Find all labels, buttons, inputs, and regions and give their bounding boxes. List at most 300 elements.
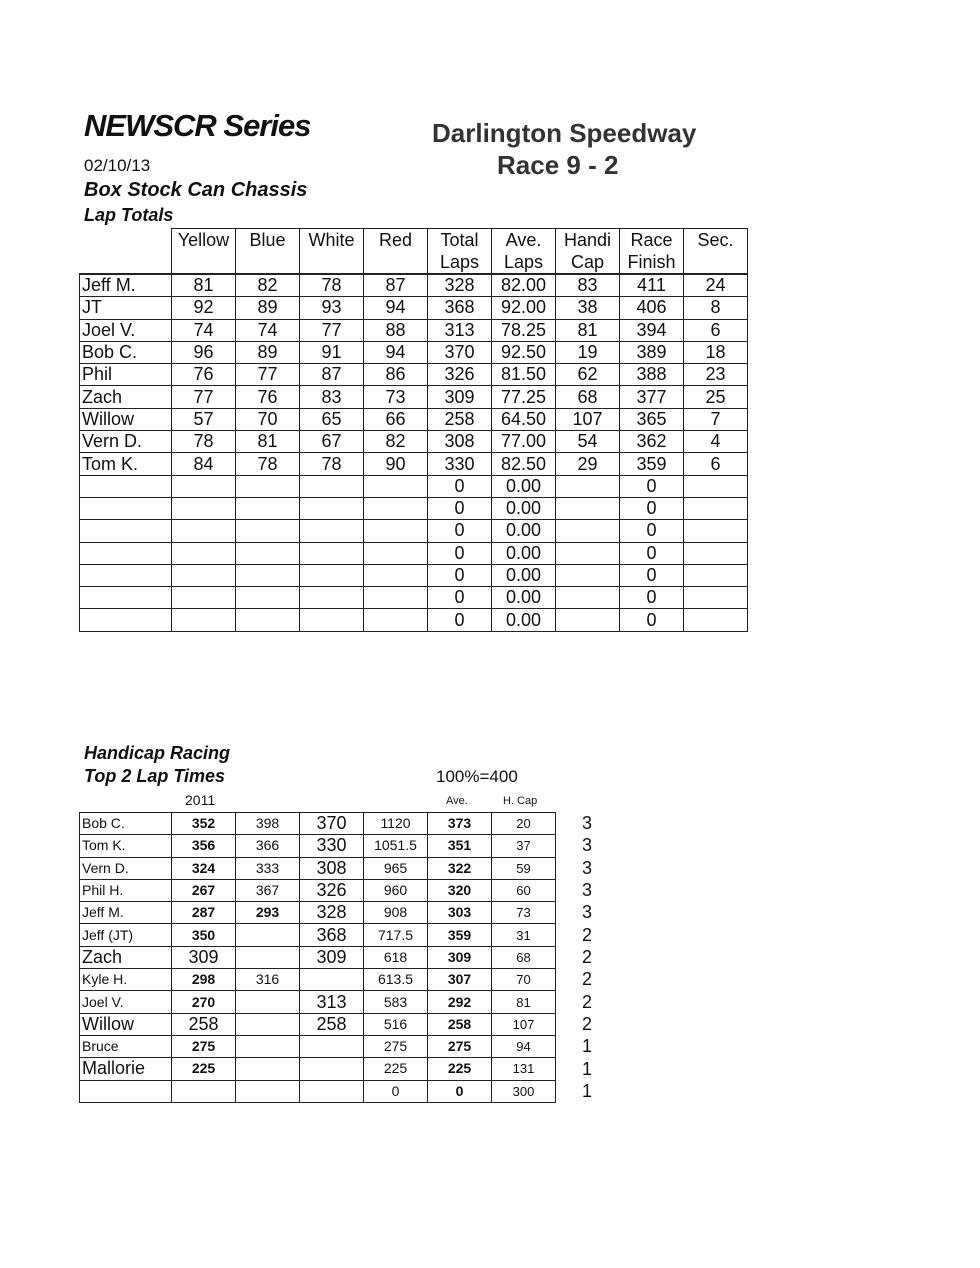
driver-name-cell: Tom K. (80, 835, 172, 857)
table-cell (300, 1035, 364, 1057)
handicap-table (79, 812, 556, 1103)
table-cell: 377 (620, 386, 684, 408)
table-cell: 19 (556, 341, 620, 363)
table-cell: 0.00 (492, 542, 556, 564)
table-cell: 322 (428, 857, 492, 879)
table-row (80, 364, 748, 386)
table-cell: 225 (428, 1058, 492, 1080)
table-cell (300, 1058, 364, 1080)
table-cell (556, 609, 620, 631)
race-date: 02/10/13 (84, 156, 151, 175)
table-cell: 31 (492, 924, 556, 946)
table-cell: 0.00 (492, 587, 556, 609)
table-cell: 0 (428, 520, 492, 542)
table-cell: 366 (236, 835, 300, 857)
table-cell: 316 (236, 969, 300, 991)
rank-value: 2 (581, 1014, 592, 1035)
table-cell: 0.00 (492, 520, 556, 542)
table-cell: 320 (428, 879, 492, 901)
table-cell: 78 (300, 274, 364, 297)
table-row (80, 564, 748, 586)
table-cell (684, 520, 748, 542)
driver-name-cell: Jeff (JT) (80, 924, 172, 946)
table-cell: 0.00 (492, 609, 556, 631)
table-cell (236, 1013, 300, 1035)
table-cell (300, 475, 364, 497)
table-cell: 29 (556, 453, 620, 475)
table-cell (236, 1080, 300, 1102)
table-cell (172, 497, 236, 519)
table-cell: 83 (300, 386, 364, 408)
table-cell: 82 (364, 431, 428, 453)
table-cell: 313 (428, 319, 492, 341)
table-cell (172, 609, 236, 631)
table-cell: 1051.5 (364, 835, 428, 857)
table-cell: 92.50 (492, 341, 556, 363)
rank-value: 2 (581, 947, 592, 968)
table-cell: 60 (492, 879, 556, 901)
table-cell (172, 587, 236, 609)
table-row (80, 319, 748, 341)
table-cell: 74 (172, 319, 236, 341)
column-2011-label: 2011 (185, 792, 216, 808)
lap-totals-heading: Lap Totals (84, 205, 174, 225)
table-cell: 292 (428, 991, 492, 1013)
table-cell: 0 (428, 475, 492, 497)
column-header: Race Finish (620, 229, 684, 275)
table-cell: 0 (620, 564, 684, 586)
table-cell (236, 609, 300, 631)
table-cell: 0 (428, 587, 492, 609)
table-cell: 333 (236, 857, 300, 879)
driver-name-cell (80, 587, 172, 609)
rank-value: 2 (581, 991, 592, 1012)
table-cell: 94 (364, 341, 428, 363)
table-cell: 70 (236, 408, 300, 430)
table-cell: 330 (428, 453, 492, 475)
table-cell: 275 (172, 1035, 236, 1057)
table-cell: 225 (172, 1058, 236, 1080)
table-cell: 225 (364, 1058, 428, 1080)
driver-name-cell: Jeff M. (80, 274, 172, 297)
table-cell: 24 (684, 274, 748, 297)
table-cell: 258 (172, 1013, 236, 1035)
table-row (80, 1058, 556, 1080)
rank-value: 1 (581, 1036, 592, 1057)
table-cell (236, 1058, 300, 1080)
column-header: Red (364, 229, 428, 275)
table-cell: 0.00 (492, 475, 556, 497)
table-cell (556, 475, 620, 497)
table-cell: 275 (428, 1035, 492, 1057)
driver-name-cell: Vern D. (80, 431, 172, 453)
table-cell: 0 (620, 520, 684, 542)
table-cell (556, 564, 620, 586)
table-cell: 326 (428, 364, 492, 386)
table-cell (364, 609, 428, 631)
table-cell: 270 (172, 991, 236, 1013)
table-cell: 83 (556, 274, 620, 297)
table-cell: 583 (364, 991, 428, 1013)
table-cell: 78.25 (492, 319, 556, 341)
table-cell: 86 (364, 364, 428, 386)
driver-name-cell (80, 542, 172, 564)
table-cell: 516 (364, 1013, 428, 1035)
table-cell: 313 (300, 991, 364, 1013)
table-cell (556, 587, 620, 609)
table-cell: 78 (300, 453, 364, 475)
table-cell: 68 (556, 386, 620, 408)
rank-value: 1 (581, 1081, 592, 1102)
table-cell: 411 (620, 274, 684, 297)
lap-totals-header-row (80, 229, 748, 275)
table-cell: 960 (364, 879, 428, 901)
table-cell (364, 542, 428, 564)
driver-name-cell: Willow (80, 408, 172, 430)
table-cell: 67 (300, 431, 364, 453)
table-cell: 107 (556, 408, 620, 430)
table-cell: 89 (236, 297, 300, 319)
table-cell: 76 (236, 386, 300, 408)
column-hcap-label: H. Cap (503, 795, 538, 807)
table-cell: 81 (236, 431, 300, 453)
table-cell (300, 564, 364, 586)
table-cell (556, 542, 620, 564)
table-cell: 82 (236, 274, 300, 297)
driver-name-cell: Zach (80, 386, 172, 408)
table-cell: 308 (428, 431, 492, 453)
table-cell: 368 (300, 924, 364, 946)
table-cell (556, 520, 620, 542)
table-cell: 0.00 (492, 564, 556, 586)
table-cell: 359 (620, 453, 684, 475)
table-row (80, 991, 556, 1013)
table-cell: 0 (428, 497, 492, 519)
table-cell (172, 520, 236, 542)
table-cell: 0 (620, 497, 684, 519)
rank-column (575, 812, 599, 1102)
table-cell: 351 (428, 835, 492, 857)
table-cell: 6 (684, 319, 748, 341)
driver-name-cell: JT (80, 297, 172, 319)
driver-name-cell (80, 564, 172, 586)
table-cell: 275 (364, 1035, 428, 1057)
table-cell (300, 1080, 364, 1102)
class-name: Box Stock Can Chassis (84, 179, 308, 201)
rank-value: 3 (581, 835, 592, 856)
table-cell: 367 (236, 879, 300, 901)
table-cell: 68 (492, 946, 556, 968)
table-cell: 96 (172, 341, 236, 363)
driver-name-cell: Vern D. (80, 857, 172, 879)
table-row (80, 969, 556, 991)
table-cell: 717.5 (364, 924, 428, 946)
table-cell (300, 969, 364, 991)
table-cell: 73 (492, 902, 556, 924)
table-cell: 258 (300, 1013, 364, 1035)
table-cell: 370 (300, 813, 364, 835)
table-cell: 293 (236, 902, 300, 924)
table-cell: 0 (364, 1080, 428, 1102)
rank-value: 3 (581, 902, 592, 923)
table-row (80, 297, 748, 319)
table-cell: 287 (172, 902, 236, 924)
table-cell: 352 (172, 813, 236, 835)
driver-name-cell: Jeff M. (80, 902, 172, 924)
table-cell: 0 (428, 609, 492, 631)
table-row (80, 835, 556, 857)
driver-name-cell: Phil (80, 364, 172, 386)
table-cell (236, 587, 300, 609)
table-cell: 94 (364, 297, 428, 319)
table-cell: 365 (620, 408, 684, 430)
table-cell: 92 (172, 297, 236, 319)
table-cell (172, 542, 236, 564)
table-cell: 93 (300, 297, 364, 319)
table-row (80, 587, 748, 609)
table-cell: 76 (172, 364, 236, 386)
driver-name-cell: Phil H. (80, 879, 172, 901)
table-cell: 356 (172, 835, 236, 857)
table-row (80, 924, 556, 946)
table-cell: 0 (620, 475, 684, 497)
table-cell: 388 (620, 364, 684, 386)
table-cell: 54 (556, 431, 620, 453)
driver-name-cell: Mallorie (80, 1058, 172, 1080)
column-ave-label: Ave. (446, 795, 468, 807)
table-cell: 0 (428, 1080, 492, 1102)
column-header: Total Laps (428, 229, 492, 275)
table-cell (236, 924, 300, 946)
rank-value: 2 (581, 969, 592, 990)
table-cell: 70 (492, 969, 556, 991)
table-cell (684, 587, 748, 609)
table-cell: 350 (172, 924, 236, 946)
column-header: Yellow (172, 229, 236, 275)
driver-name-cell (80, 1080, 172, 1102)
table-cell (364, 587, 428, 609)
table-cell: 77 (300, 319, 364, 341)
table-cell: 368 (428, 297, 492, 319)
table-cell: 90 (364, 453, 428, 475)
column-header: Ave. Laps (492, 229, 556, 275)
table-cell: 88 (364, 319, 428, 341)
driver-name-cell: Bruce (80, 1035, 172, 1057)
table-cell: 0 (428, 542, 492, 564)
table-cell: 0 (620, 609, 684, 631)
race-number: Race 9 - 2 (497, 150, 619, 180)
table-cell: 300 (492, 1080, 556, 1102)
table-row (80, 497, 748, 519)
table-cell (172, 1080, 236, 1102)
table-cell (236, 520, 300, 542)
table-cell: 81 (172, 274, 236, 297)
table-row (80, 475, 748, 497)
table-cell (236, 946, 300, 968)
track-name: Darlington Speedway (432, 118, 697, 148)
table-cell: 25 (684, 386, 748, 408)
driver-name-cell: Bob C. (80, 813, 172, 835)
table-cell: 77 (236, 364, 300, 386)
table-cell: 92.00 (492, 297, 556, 319)
rank-value: 2 (581, 924, 592, 945)
table-row (80, 453, 748, 475)
driver-name-cell: Tom K. (80, 453, 172, 475)
rank-value: 3 (581, 880, 592, 901)
table-cell (684, 475, 748, 497)
table-cell: 359 (428, 924, 492, 946)
table-cell: 0 (620, 587, 684, 609)
table-row (80, 274, 748, 297)
table-cell (300, 609, 364, 631)
table-cell (300, 520, 364, 542)
driver-name-cell (80, 475, 172, 497)
table-cell: 328 (300, 902, 364, 924)
table-cell (364, 520, 428, 542)
table-cell: 1120 (364, 813, 428, 835)
table-cell: 370 (428, 341, 492, 363)
table-cell: 77.00 (492, 431, 556, 453)
table-cell: 309 (172, 946, 236, 968)
driver-name-cell (80, 520, 172, 542)
table-cell: 307 (428, 969, 492, 991)
lap-totals-table (79, 228, 748, 632)
table-row (80, 946, 556, 968)
table-cell: 89 (236, 341, 300, 363)
table-row (80, 520, 748, 542)
table-cell: 258 (428, 408, 492, 430)
table-cell: 62 (556, 364, 620, 386)
table-cell (236, 497, 300, 519)
handicap-subheading: Top 2 Lap Times (84, 766, 226, 786)
driver-name-cell: Joel V. (80, 319, 172, 341)
table-cell (236, 475, 300, 497)
table-cell: 4 (684, 431, 748, 453)
table-cell: 303 (428, 902, 492, 924)
table-cell (236, 542, 300, 564)
column-header: Blue (236, 229, 300, 275)
table-cell: 77.25 (492, 386, 556, 408)
table-row (80, 386, 748, 408)
table-row (80, 431, 748, 453)
table-cell (300, 587, 364, 609)
driver-name-cell: Joel V. (80, 991, 172, 1013)
table-cell (236, 991, 300, 1013)
table-cell: 613.5 (364, 969, 428, 991)
table-cell: 38 (556, 297, 620, 319)
table-cell: 94 (492, 1035, 556, 1057)
table-cell: 81.50 (492, 364, 556, 386)
table-cell (236, 1035, 300, 1057)
table-cell (364, 475, 428, 497)
table-cell: 18 (684, 341, 748, 363)
table-cell: 330 (300, 835, 364, 857)
table-cell: 308 (300, 857, 364, 879)
table-cell: 258 (428, 1013, 492, 1035)
table-row (80, 542, 748, 564)
table-cell: 59 (492, 857, 556, 879)
table-cell: 82.50 (492, 453, 556, 475)
driver-name-cell (80, 497, 172, 519)
series-title: NEWSCR Series (84, 108, 311, 143)
table-cell: 107 (492, 1013, 556, 1035)
table-cell: 373 (428, 813, 492, 835)
table-cell (684, 609, 748, 631)
table-cell: 91 (300, 341, 364, 363)
table-cell: 965 (364, 857, 428, 879)
table-cell: 66 (364, 408, 428, 430)
table-cell: 309 (300, 946, 364, 968)
table-cell: 328 (428, 274, 492, 297)
table-cell: 298 (172, 969, 236, 991)
table-row (80, 408, 748, 430)
table-cell (684, 542, 748, 564)
table-cell: 309 (428, 386, 492, 408)
table-row (80, 609, 748, 631)
table-row (80, 1013, 556, 1035)
table-cell (364, 497, 428, 519)
table-cell: 267 (172, 879, 236, 901)
rank-value: 1 (581, 1058, 592, 1079)
table-cell: 6 (684, 453, 748, 475)
table-row (80, 1080, 556, 1102)
table-row (80, 1035, 556, 1057)
table-cell: 74 (236, 319, 300, 341)
table-cell: 8 (684, 297, 748, 319)
table-cell (172, 475, 236, 497)
driver-name-cell (80, 609, 172, 631)
table-row (80, 857, 556, 879)
table-cell: 64.50 (492, 408, 556, 430)
column-header: White (300, 229, 364, 275)
table-row (80, 341, 748, 363)
table-cell: 618 (364, 946, 428, 968)
table-row (80, 902, 556, 924)
table-cell: 23 (684, 364, 748, 386)
driver-name-cell: Zach (80, 946, 172, 968)
table-cell (236, 564, 300, 586)
table-cell: 0 (620, 542, 684, 564)
driver-name-cell: Willow (80, 1013, 172, 1035)
header-blank-cell (80, 229, 172, 275)
table-cell: 908 (364, 902, 428, 924)
table-cell (684, 564, 748, 586)
table-cell (300, 497, 364, 519)
table-cell: 324 (172, 857, 236, 879)
handicap-heading: Handicap Racing (84, 743, 231, 763)
column-header: Sec. (684, 229, 748, 275)
table-cell: 362 (620, 431, 684, 453)
table-cell: 65 (300, 408, 364, 430)
table-cell: 82.00 (492, 274, 556, 297)
table-cell: 78 (172, 431, 236, 453)
table-cell (300, 542, 364, 564)
column-header: Handi Cap (556, 229, 620, 275)
table-cell: 0 (428, 564, 492, 586)
table-cell: 81 (556, 319, 620, 341)
table-cell: 398 (236, 813, 300, 835)
table-row (80, 813, 556, 835)
driver-name-cell: Bob C. (80, 341, 172, 363)
driver-name-cell: Kyle H. (80, 969, 172, 991)
table-cell (556, 497, 620, 519)
table-cell: 0.00 (492, 497, 556, 519)
table-cell: 73 (364, 386, 428, 408)
table-cell: 37 (492, 835, 556, 857)
rank-value: 3 (581, 813, 592, 833)
table-cell: 406 (620, 297, 684, 319)
table-cell: 389 (620, 341, 684, 363)
